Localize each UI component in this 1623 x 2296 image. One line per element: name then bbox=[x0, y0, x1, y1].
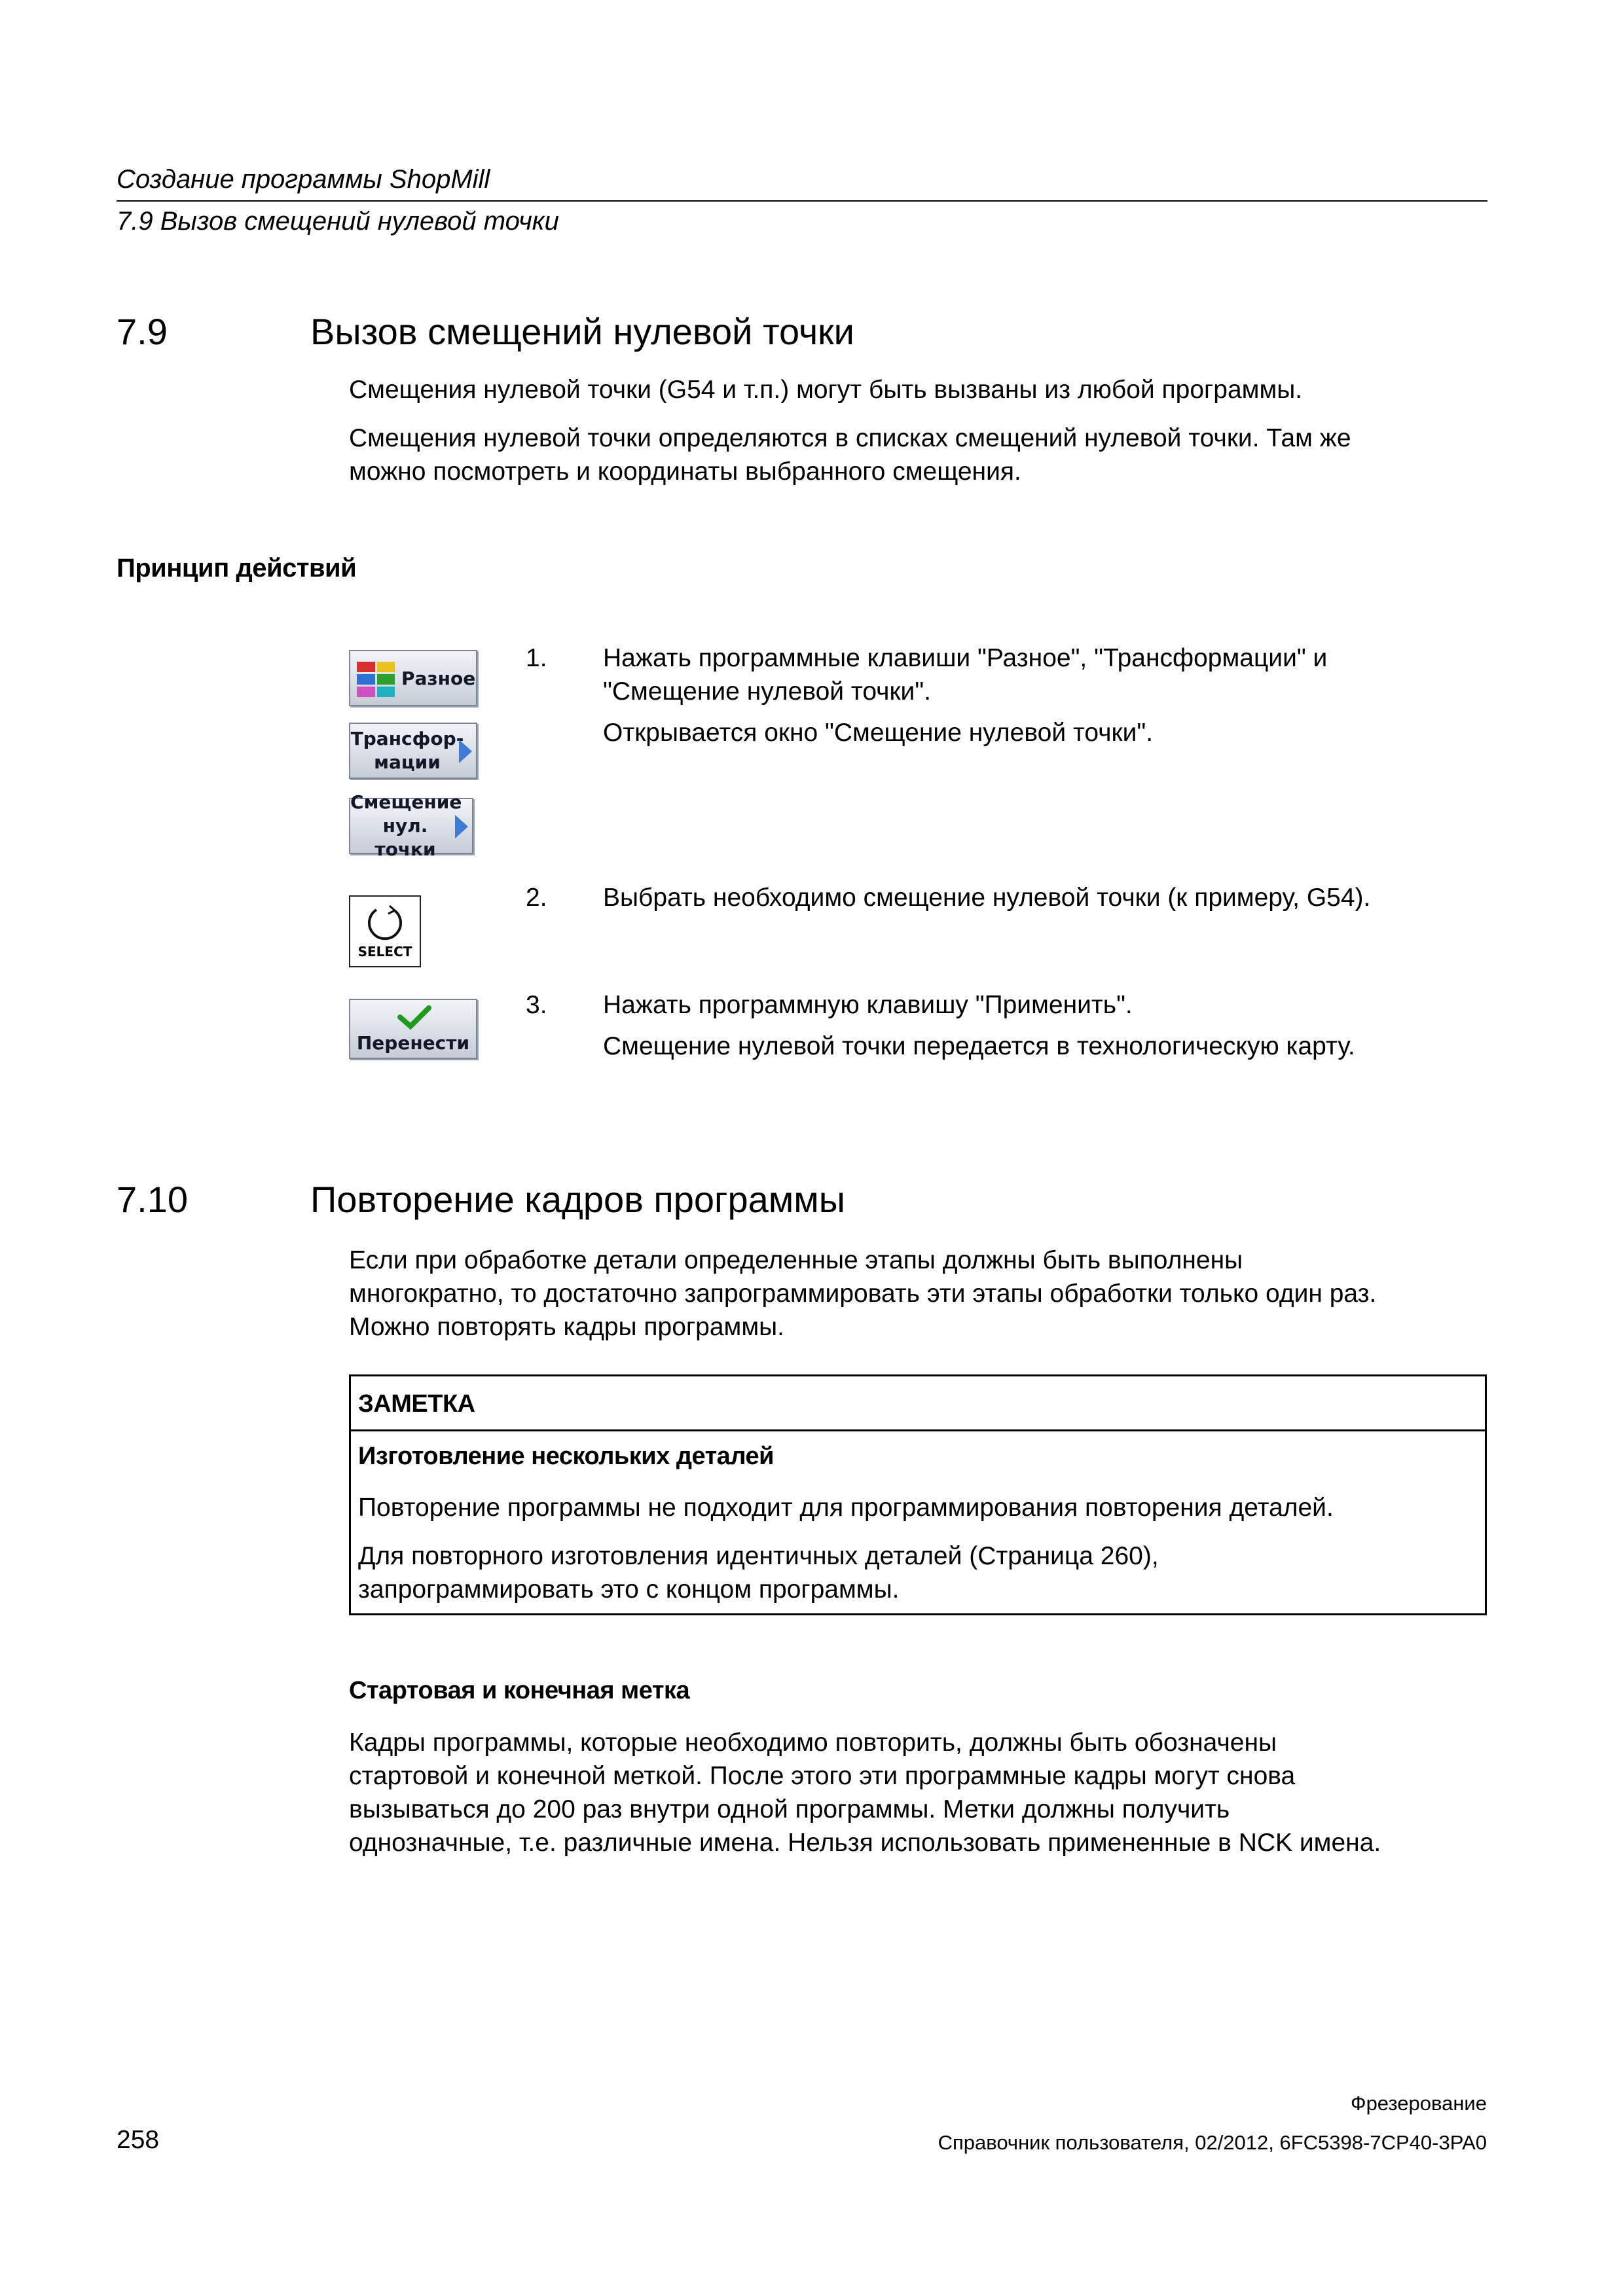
softkey-zero-offset[interactable] bbox=[349, 791, 473, 860]
softkey-label-line1: Смещение bbox=[350, 791, 462, 813]
note-heading: Изготовление нескольких деталей bbox=[358, 1443, 774, 1470]
softkey-apply[interactable] bbox=[349, 999, 477, 1059]
paragraph: можно посмотреть и координаты выбранного смещения. bbox=[349, 457, 1021, 486]
paragraph: вызываться до 200 раз внутри одной программы. Метки должны получить bbox=[349, 1795, 1230, 1823]
subheading-procedure: Принцип действий bbox=[117, 554, 357, 583]
paragraph: стартовой и конечной меткой. После этого эти программные кадры могут снова bbox=[349, 1762, 1296, 1790]
softkey-label-line2: нул. точки bbox=[374, 815, 436, 860]
misc-grid-icon bbox=[357, 662, 395, 697]
step-result: Смещение нулевой точки передается в технологическую карту. bbox=[603, 1032, 1355, 1060]
paragraph: многократно, то достаточно запрограммировать эти этапы обработки только один раз. bbox=[349, 1280, 1377, 1308]
note-text: запрограммировать это с концом программы. bbox=[358, 1575, 900, 1604]
paragraph: Смещения нулевой точки (G54 и т.п.) могут быть вызваны из любой программы. bbox=[349, 376, 1303, 404]
page-number: 258 bbox=[117, 2126, 160, 2154]
submenu-arrow-icon bbox=[459, 740, 472, 763]
running-header-section: 7.9 Вызов смещений нулевой точки bbox=[117, 207, 559, 236]
submenu-arrow-icon bbox=[455, 815, 468, 838]
select-key-label: SELECT bbox=[357, 944, 412, 960]
note-text: Для повторного изготовления идентичных деталей (Страница 260), bbox=[358, 1542, 1159, 1570]
paragraph: Если при обработке детали определенные этапы должны быть выполнены bbox=[349, 1246, 1243, 1274]
paragraph: Смещения нулевой точки определяются в списках смещений нулевой точки. Там же bbox=[349, 424, 1351, 452]
section-title-7-9: Вызов смещений нулевой точки bbox=[310, 311, 854, 352]
footer-manual: Справочник пользователя, 02/2012, 6FC5398-7CP40-3PA0 bbox=[938, 2131, 1487, 2154]
header-rule bbox=[117, 200, 1487, 202]
note-text: Повторение программы не подходит для программирования повторения деталей. bbox=[358, 1494, 1334, 1522]
paragraph: однозначные, т.е. различные имена. Нельзя использовать примененные в NCK имена. bbox=[349, 1829, 1381, 1857]
checkmark-icon bbox=[395, 1003, 434, 1031]
step-number: 1. bbox=[526, 644, 547, 672]
footer-product: Фрезерование bbox=[1351, 2092, 1487, 2115]
paragraph: Можно повторять кадры программы. bbox=[349, 1313, 785, 1341]
note-label: ЗАМЕТКА bbox=[358, 1390, 475, 1418]
step-text: Нажать программную клавишу "Применить". bbox=[603, 991, 1133, 1019]
running-header-title: Создание программы ShopMill bbox=[117, 165, 490, 194]
subheading-labels: Стартовая и конечная метка bbox=[349, 1677, 690, 1704]
section-number-7-10: 7.10 bbox=[117, 1179, 188, 1220]
step-result: Открывается окно "Смещение нулевой точки". bbox=[603, 719, 1154, 747]
softkey-label-line1: Трансфор- bbox=[350, 728, 464, 749]
section-number-7-9: 7.9 bbox=[117, 311, 168, 352]
step-number: 2. bbox=[526, 884, 547, 912]
section-title-7-10: Повторение кадров программы bbox=[310, 1179, 846, 1220]
step-text: "Смещение нулевой точки". bbox=[603, 677, 932, 706]
softkey-raznoe[interactable] bbox=[349, 650, 477, 706]
note-separator bbox=[349, 1429, 1487, 1431]
paragraph: Кадры программы, которые необходимо повторить, должны быть обозначены bbox=[349, 1729, 1277, 1757]
softkey-label-line2: мации bbox=[374, 751, 441, 773]
step-text: Выбрать необходимо смещение нулевой точки (к примеру, G54). bbox=[603, 884, 1371, 912]
softkey-transformations[interactable] bbox=[349, 723, 477, 779]
step-number: 3. bbox=[526, 991, 547, 1019]
softkey-label: Перенести bbox=[356, 1032, 470, 1054]
select-key[interactable] bbox=[349, 895, 421, 967]
step-text: Нажать программные клавиши "Разное", "Трансформации" и bbox=[603, 644, 1328, 672]
softkey-label: Разное bbox=[401, 668, 476, 689]
